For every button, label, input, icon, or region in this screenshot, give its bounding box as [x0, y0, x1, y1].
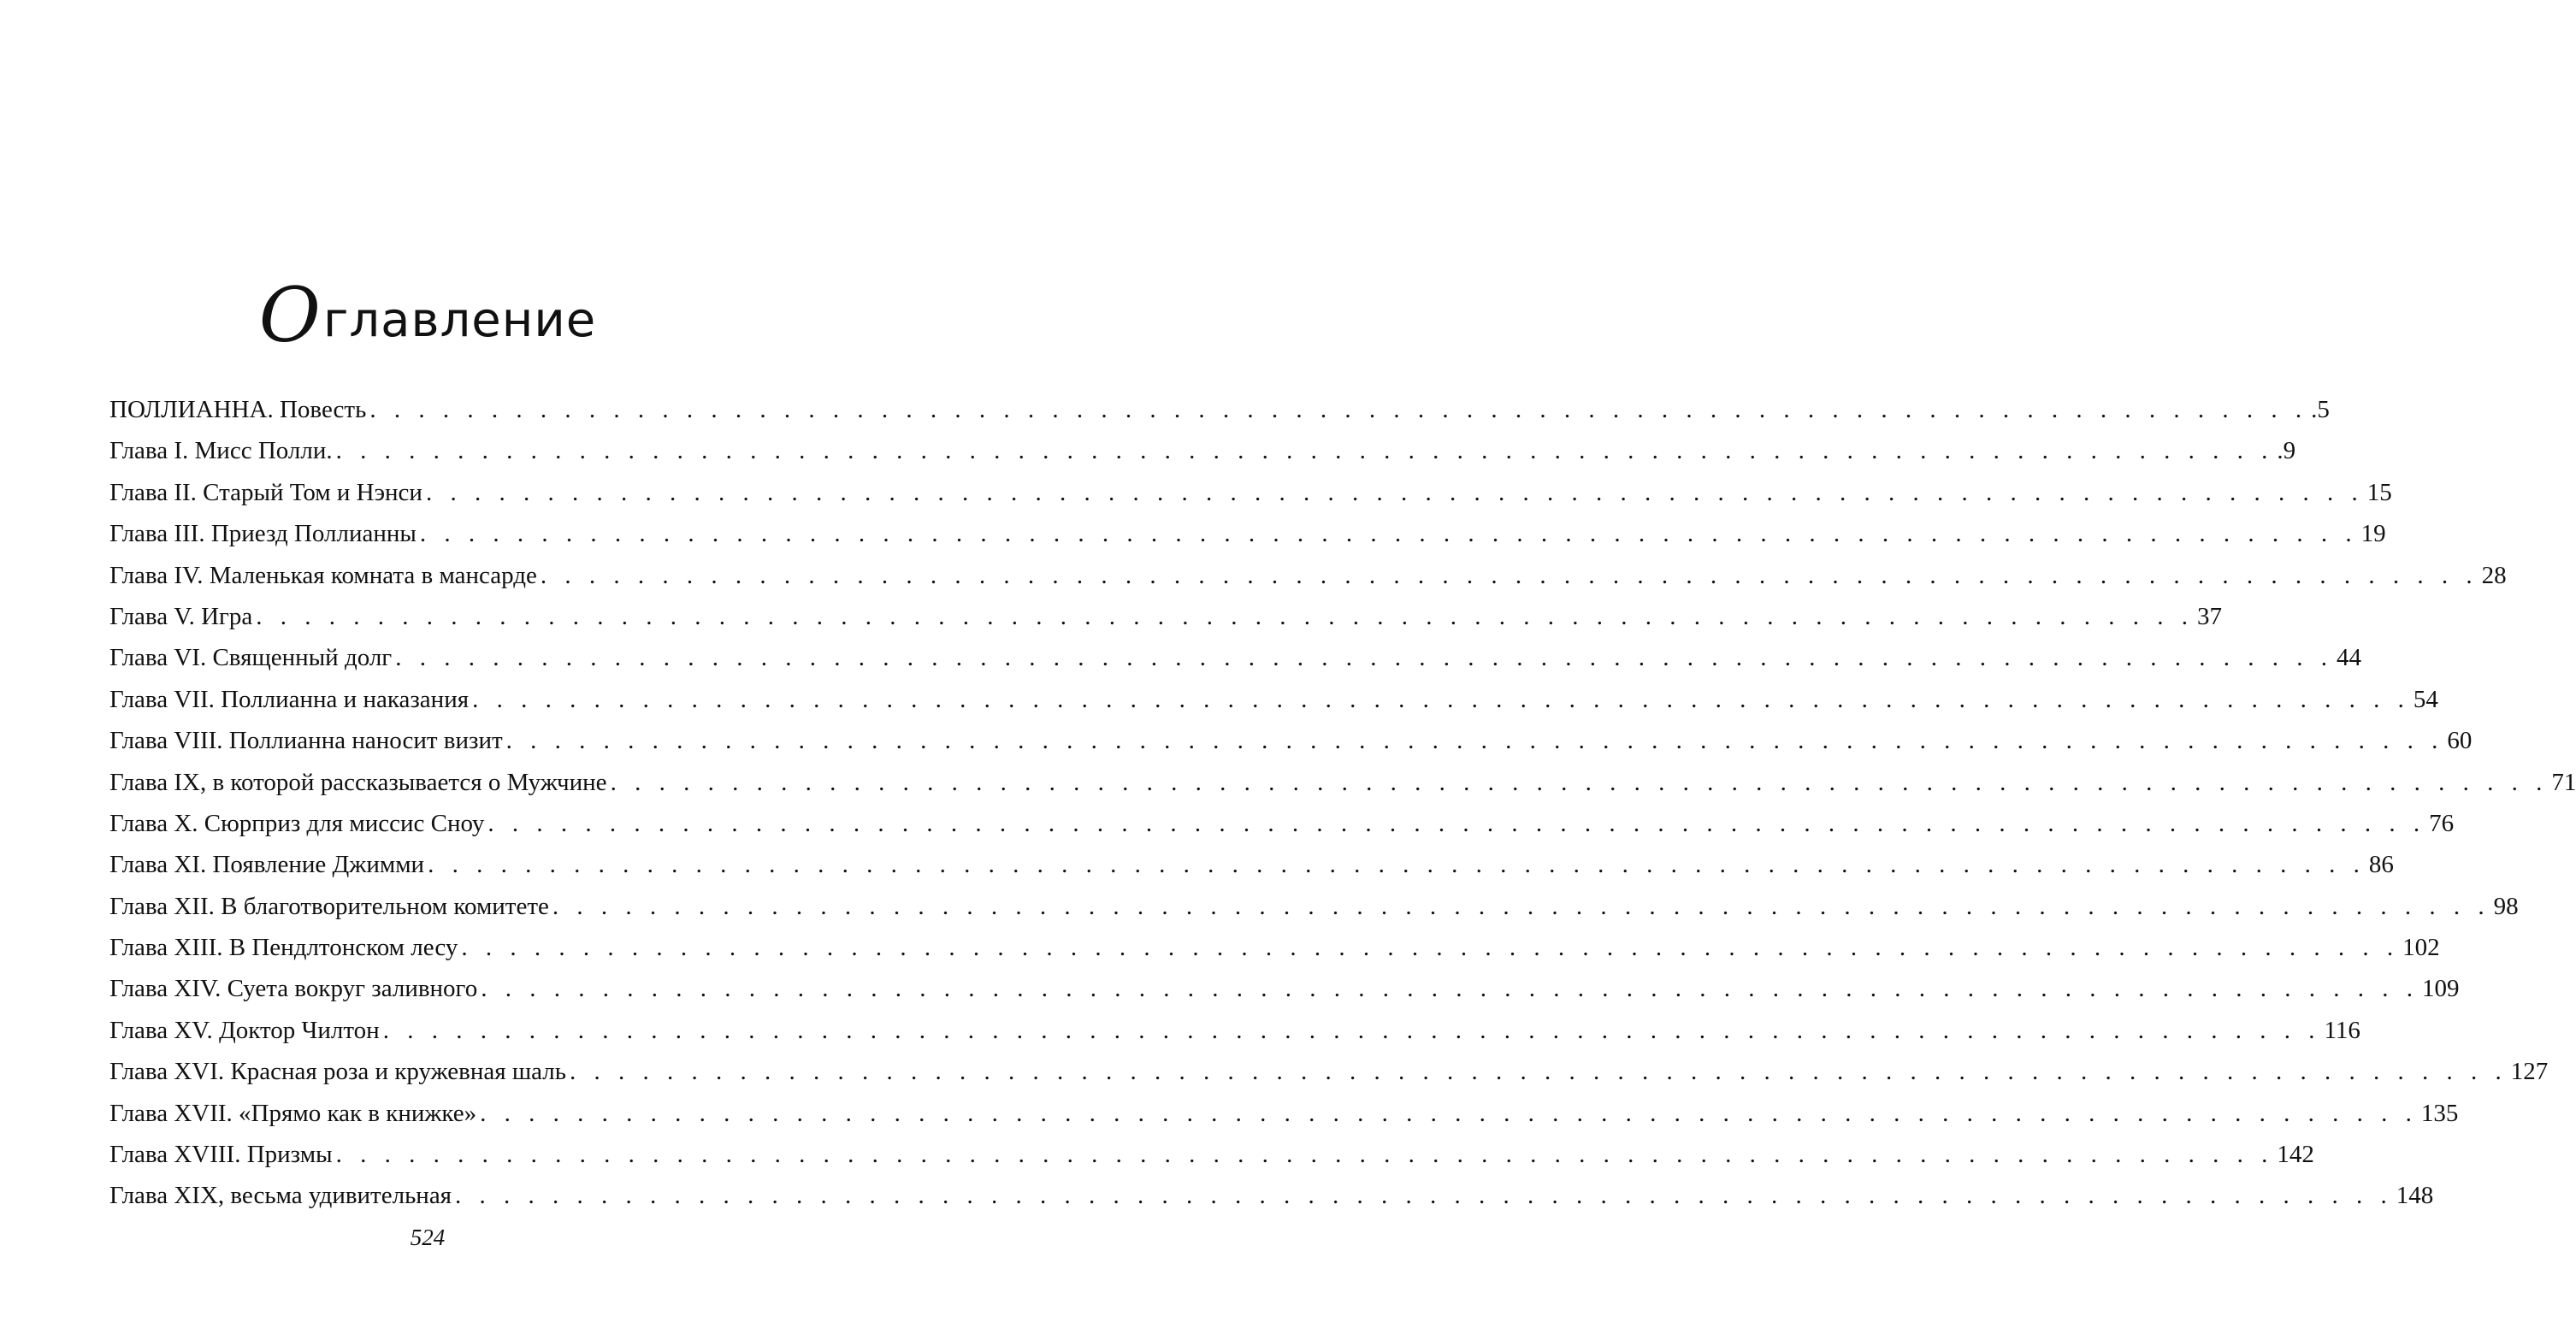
toc-entry-title: Глава VII. Поллианна и наказания — [109, 685, 470, 713]
dot-leader: . . . . . . . . . . . . . . . . . . . . . . . . . . . . . . . . . . . . . . . . . . . . . . . . . . . . . . . . . . . . . . . . . . . . . . . . . . . . . . . . — [428, 851, 2366, 879]
toc-entry-title: Глава XIX, весьма удивительная — [109, 1182, 452, 1210]
dot-leader: . . . . . . . . . . . . . . . . . . . . . . . . . . . . . . . . . . . . . . . . . . . . . . . . . . . . . . . . . . . . . . . . . . . . . . . . . . . . . . . . — [382, 1016, 2321, 1044]
toc-entry[interactable] — [109, 844, 2394, 885]
toc-entry-title: Глава XIV. Суета вокруг заливного — [109, 975, 478, 1003]
dot-leader: . . . . . . . . . . . . . . . . . . . . . . . . . . . . . . . . . . . . . . . . . . . . . . . . . . . . . . . . . . . . . . . . . . . . . . . . . . . . . . . . — [487, 809, 2426, 837]
toc-entry-title: Глава II. Старый Том и Нэнси — [109, 478, 422, 506]
toc-entry-page: 109 — [2421, 975, 2460, 1003]
toc-entry[interactable] — [109, 596, 2223, 637]
page-title — [258, 271, 597, 359]
dot-leader: . . . . . . . . . . . . . . . . . . . . . . . . . . . . . . . . . . . . . . . . . . . . . . . . . . . . . . . . . . . . . . . . . . . . . . . . . . . . . . . . — [395, 644, 2333, 672]
toc-entry[interactable] — [109, 927, 2440, 968]
toc-entry-title: Глава IV. Маленькая комната в мансарде — [109, 561, 537, 589]
toc-entry-page: 60 — [2447, 727, 2473, 755]
toc-entry-title: Глава XII. В благотворительном комитете — [109, 892, 549, 920]
toc-entry-title: Глава III. Приезд Поллианны — [109, 520, 417, 548]
dot-leader: . . . . . . . . . . . . . . . . . . . . . . . . . . . . . . . . . . . . . . . . . . . . . . . . . . . . . . . . . . . . . . . . . . . . . . . . . . . . . . . . — [472, 685, 2410, 713]
toc-entry-title: Глава XVI. Красная роза и кружевная шаль — [109, 1058, 566, 1086]
toc-entry-title: Глава I. Мисс Полли. — [109, 437, 333, 465]
toc-entry[interactable] — [109, 720, 2473, 761]
dot-leader: . . . . . . . . . . . . . . . . . . . . . . . . . . . . . . . . . . . . . . . . . . . . . . . . . . . . . . . . . . . . . . . . . . . . . . . . . . . . . . . . — [419, 520, 2358, 548]
toc-entry-page: 28 — [2481, 561, 2507, 589]
dot-leader: . . . . . . . . . . . . . . . . . . . . . . . . . . . . . . . . . . . . . . . . . . . . . . . . . . . . . . . . . . . . . . . . . . . . . . . . . . . . . . . . — [481, 975, 2419, 1003]
toc-entry-title: Глава VI. Священный долг — [109, 644, 393, 672]
dot-leader: . . . . . . . . . . . . . . . . . . . . . . . . . . . . . . . . . . . . . . . . . . . . . . . . . . . . . . . . . . . . . . . . . . . . . . . . . . . . . . . . — [480, 1099, 2418, 1127]
toc-entry[interactable] — [109, 1134, 2314, 1175]
toc-entry[interactable] — [109, 1175, 2434, 1216]
toc-entry-page: 142 — [2277, 1141, 2314, 1169]
toc-entry-page: 116 — [2324, 1016, 2360, 1044]
toc-entry-page: 54 — [2413, 685, 2438, 713]
toc-entry-title: Глава VIII. Поллианна наносит визит — [109, 727, 503, 755]
toc-entry[interactable] — [109, 472, 2392, 513]
toc-entry-page: .5 — [2311, 396, 2330, 423]
toc-entry[interactable] — [109, 555, 2507, 596]
toc-entry-title: Глава XVIII. Призмы — [109, 1141, 333, 1169]
toc-entry-page: 127 — [2510, 1058, 2549, 1086]
dot-leader: . . . . . . . . . . . . . . . . . . . . . . . . . . . . . . . . . . . . . . . . . . . . . . . . . . . . . . . . . . . . . . . . . . . . . . . . . . . . . . . . — [369, 396, 2308, 423]
dot-leader: . . . . . . . . . . . . . . . . . . . . . . . . . . . . . . . . . . . . . . . . . . . . . . . . . . . . . . . . . . . . . . . . . . . . . . . . . . . . . . . . — [256, 602, 2195, 630]
toc-entry-title: Глава XVII. «Прямо как в книжке» — [109, 1099, 477, 1127]
toc-entry[interactable] — [109, 803, 2455, 844]
toc-entry[interactable] — [109, 1010, 2360, 1051]
dot-leader: . . . . . . . . . . . . . . . . . . . . . . . . . . . . . . . . . . . . . . . . . . . . . . . . . . . . . . . . . . . . . . . . . . . . . . . . . . . . . . . . — [540, 561, 2479, 589]
dot-leader: . . . . . . . . . . . . . . . . . . . . . . . . . . . . . . . . . . . . . . . . . . . . . . . . . . . . . . . . . . . . . . . . . . . . . . . . . . . . . . . . — [610, 768, 2549, 796]
title-text: главление — [322, 292, 597, 348]
toc-entry-page: 102 — [2402, 934, 2440, 962]
toc-entry-page: 135 — [2420, 1099, 2459, 1127]
toc-entry-title: Глава X. Сюрприз для миссис Сноу — [109, 809, 485, 837]
page-header — [0, 271, 855, 359]
toc-entry-title: Глава XV. Доктор Чилтон — [109, 1016, 380, 1044]
toc-entry[interactable] — [109, 389, 2330, 430]
toc-entry-page: 148 — [2396, 1182, 2434, 1210]
dot-leader: . . . . . . . . . . . . . . . . . . . . . . . . . . . . . . . . . . . . . . . . . . . . . . . . . . . . . . . . . . . . . . . . . . . . . . . . . . . . . . . . — [552, 892, 2490, 920]
toc-entry-page: 71 — [2551, 768, 2576, 796]
dot-leader: . . . . . . . . . . . . . . . . . . . . . . . . . . . . . . . . . . . . . . . . . . . . . . . . . . . . . . . . . . . . . . . . . . . . . . . . . . . . . . . . — [335, 1141, 2274, 1169]
toc-entry[interactable] — [109, 1051, 2549, 1092]
toc-entry[interactable] — [109, 762, 2576, 803]
toc-entry-page: 15 — [2366, 478, 2392, 506]
toc-entry-title: Глава V. Игра — [109, 602, 253, 630]
toc-entry-page: 19 — [2360, 520, 2386, 548]
dot-leader: . . . . . . . . . . . . . . . . . . . . . . . . . . . . . . . . . . . . . . . . . . . . . . . . . . . . . . . . . . . . . . . . . . . . . . . . . . . . . . . . — [335, 437, 2274, 465]
toc-entry[interactable] — [109, 968, 2460, 1009]
title-drop-initial: О — [258, 271, 322, 359]
toc-entry-page: 98 — [2493, 892, 2519, 920]
toc-entry[interactable] — [109, 513, 2386, 554]
page-number: 524 — [410, 1225, 446, 1250]
toc-entry-page: .9 — [2277, 437, 2296, 465]
toc-entry-title: Глава XIII. В Пендлтонском лесу — [109, 934, 458, 962]
dot-leader: . . . . . . . . . . . . . . . . . . . . . . . . . . . . . . . . . . . . . . . . . . . . . . . . . . . . . . . . . . . . . . . . . . . . . . . . . . . . . . . . — [461, 934, 2400, 962]
dot-leader: . . . . . . . . . . . . . . . . . . . . . . . . . . . . . . . . . . . . . . . . . . . . . . . . . . . . . . . . . . . . . . . . . . . . . . . . . . . . . . . . — [505, 727, 2444, 755]
toc-entry[interactable] — [109, 430, 2296, 471]
toc-entry-page: 44 — [2336, 644, 2361, 672]
toc-entry[interactable] — [109, 886, 2519, 927]
toc-entry[interactable] — [109, 1093, 2459, 1134]
dot-leader: . . . . . . . . . . . . . . . . . . . . . . . . . . . . . . . . . . . . . . . . . . . . . . . . . . . . . . . . . . . . . . . . . . . . . . . . . . . . . . . . — [425, 478, 2364, 506]
toc-entry-title: Глава IX, в которой рассказывается о Мужчине — [109, 768, 607, 796]
toc-entry-page: 76 — [2429, 809, 2455, 837]
toc-entry[interactable] — [109, 679, 2438, 720]
toc-entry-page: 86 — [2368, 851, 2394, 879]
toc-entry-title: Глава XI. Появление Джимми — [109, 851, 425, 879]
toc-entry-page: 37 — [2197, 602, 2223, 630]
toc-entry[interactable] — [109, 637, 2361, 678]
dot-leader: . . . . . . . . . . . . . . . . . . . . . . . . . . . . . . . . . . . . . . . . . . . . . . . . . . . . . . . . . . . . . . . . . . . . . . . . . . . . . . . . — [455, 1182, 2393, 1210]
dot-leader: . . . . . . . . . . . . . . . . . . . . . . . . . . . . . . . . . . . . . . . . . . . . . . . . . . . . . . . . . . . . . . . . . . . . . . . . . . . . . . . . — [570, 1058, 2508, 1086]
toc-entry-title: ПОЛЛИАННА. Повесть — [109, 396, 367, 423]
table-of-contents — [109, 389, 2576, 1217]
